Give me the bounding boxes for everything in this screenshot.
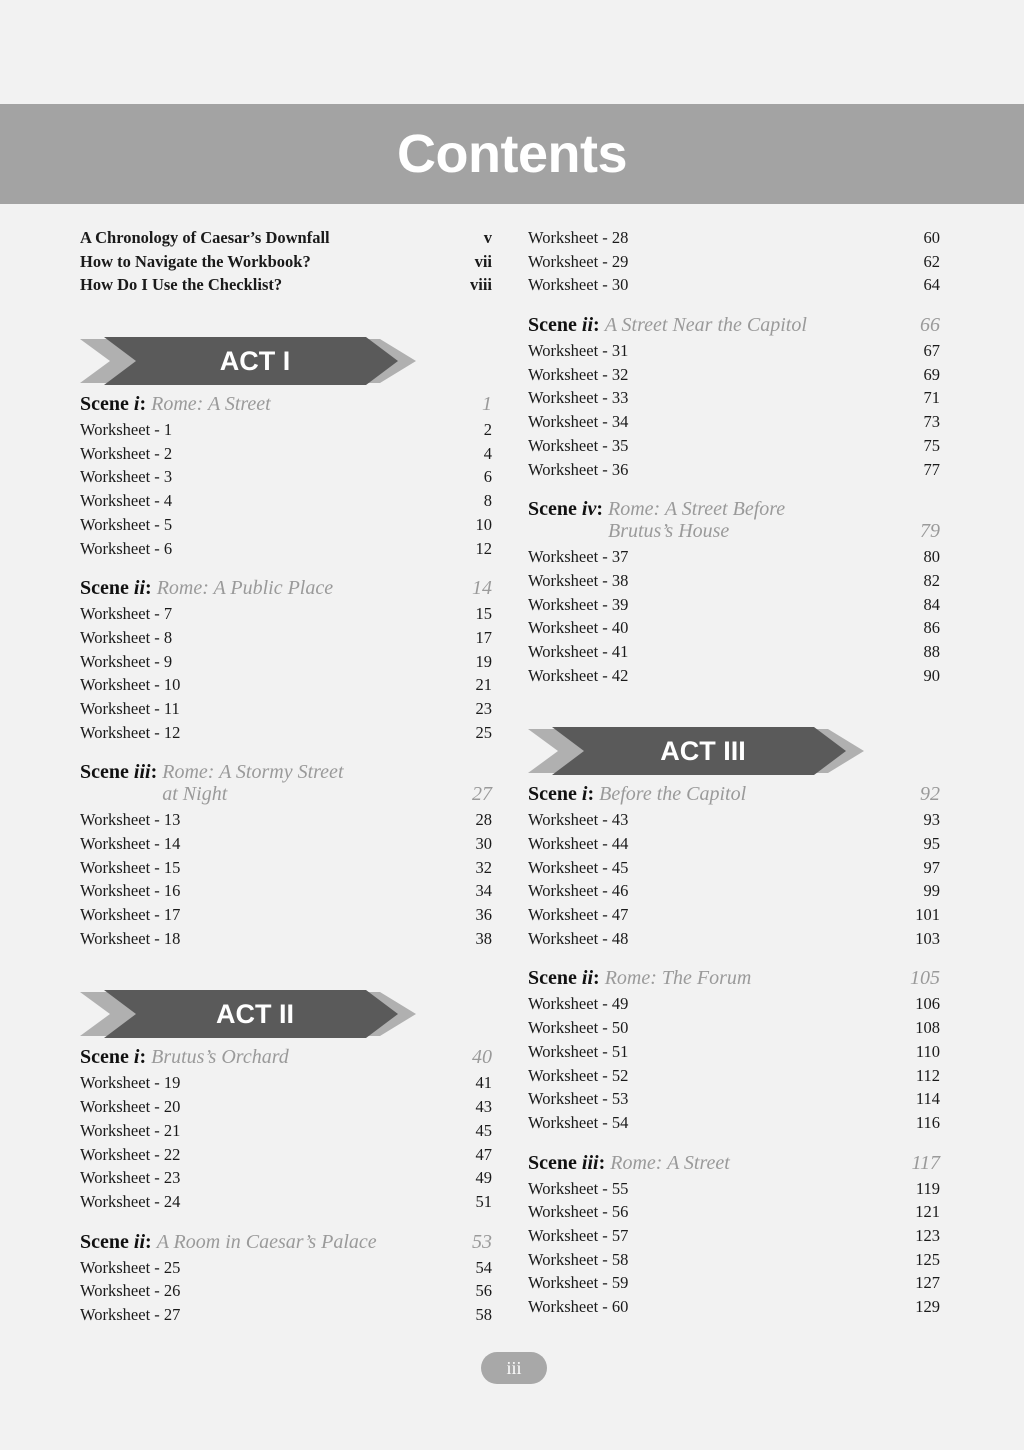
worksheet-label: Worksheet - 21 [80, 1120, 181, 1140]
worksheet-list [80, 808, 492, 950]
worksheet-page: 54 [475, 1257, 492, 1277]
worksheet-page: 106 [915, 994, 940, 1014]
worksheet-entry[interactable] [528, 1224, 940, 1248]
worksheet-page: 101 [915, 905, 940, 925]
worksheet-page: 4 [483, 443, 492, 463]
worksheet-entry[interactable] [80, 808, 492, 832]
worksheet-page: 123 [915, 1225, 940, 1245]
worksheet-page: 12 [475, 538, 492, 558]
worksheet-entry[interactable] [80, 721, 492, 745]
header-band [0, 104, 1024, 204]
worksheet-page: 114 [915, 1089, 940, 1109]
worksheet-list [528, 545, 940, 687]
worksheet-page: 80 [923, 547, 940, 567]
worksheet-page: 127 [915, 1273, 940, 1293]
worksheet-page: 41 [475, 1073, 492, 1093]
worksheet-entry[interactable] [80, 418, 492, 442]
worksheet-label: Worksheet - 15 [80, 857, 181, 877]
worksheet-label: Worksheet - 18 [80, 928, 181, 948]
worksheet-entry[interactable] [80, 602, 492, 626]
worksheet-page: 95 [923, 834, 940, 853]
worksheet-label: Worksheet - 54 [528, 1112, 629, 1132]
worksheet-entry[interactable] [528, 386, 940, 410]
worksheet-label: Worksheet - 33 [528, 388, 629, 408]
worksheet-entry[interactable] [80, 1166, 492, 1190]
worksheet-entry[interactable] [528, 992, 940, 1016]
worksheet-entry[interactable] [80, 879, 492, 903]
worksheet-entry[interactable] [80, 1303, 492, 1327]
worksheet-label: Worksheet - 44 [528, 834, 629, 853]
worksheet-page: 86 [923, 618, 940, 638]
worksheet-label: Worksheet - 43 [528, 810, 629, 830]
worksheet-label: Worksheet - 24 [80, 1191, 181, 1211]
worksheet-page: 36 [475, 905, 492, 925]
worksheet-label: Worksheet - 46 [528, 881, 629, 901]
worksheet-entry[interactable] [80, 442, 492, 466]
worksheet-entry[interactable] [80, 1119, 492, 1143]
worksheet-label: Worksheet - 7 [80, 604, 173, 624]
worksheet-label: Worksheet - 45 [528, 857, 629, 877]
worksheet-page: 43 [475, 1097, 492, 1117]
worksheet-page: 30 [475, 834, 492, 853]
worksheet-page: 82 [923, 570, 940, 590]
worksheet-page: 51 [475, 1191, 492, 1211]
worksheet-page: 116 [915, 1112, 940, 1132]
worksheet-list [80, 1071, 492, 1213]
worksheet-label: Worksheet - 52 [528, 1065, 629, 1085]
worksheet-label: Worksheet - 8 [80, 627, 173, 647]
scene-heading[interactable]: Scene ii: A Street Near the Capitol 66 [528, 314, 940, 337]
worksheet-entry[interactable] [80, 1071, 492, 1095]
worksheet-label: Worksheet - 12 [80, 722, 181, 742]
worksheet-entry[interactable] [528, 250, 940, 274]
worksheet-entry[interactable] [80, 513, 492, 537]
worksheet-entry[interactable] [528, 410, 940, 434]
worksheet-label: Worksheet - 2 [80, 443, 173, 463]
act-label: ACT I [219, 345, 291, 376]
worksheet-label: Worksheet - 3 [80, 467, 173, 487]
worksheet-label: Worksheet - 29 [528, 251, 629, 271]
worksheet-page: 99 [923, 881, 940, 901]
toc-entry-checklist[interactable]: How Do I Use the Checklist? viii [80, 275, 492, 295]
worksheet-page: 90 [923, 665, 940, 685]
worksheet-entry[interactable] [528, 339, 940, 363]
worksheet-label: Worksheet - 35 [528, 435, 629, 455]
worksheet-entry[interactable] [528, 1248, 940, 1272]
worksheet-entry[interactable] [528, 856, 940, 880]
worksheet-entry[interactable] [528, 1016, 940, 1040]
worksheet-entry[interactable] [528, 664, 940, 688]
worksheet-label: Worksheet - 49 [528, 994, 629, 1014]
worksheet-entry[interactable] [528, 903, 940, 927]
worksheet-label: Worksheet - 39 [528, 594, 629, 614]
act-label: ACT III [660, 735, 746, 766]
worksheet-label: Worksheet - 37 [528, 547, 629, 567]
worksheet-entry[interactable] [528, 1271, 940, 1295]
worksheet-page: 125 [915, 1249, 940, 1269]
worksheet-page: 71 [923, 388, 940, 408]
worksheet-entry[interactable] [528, 1064, 940, 1088]
worksheet-page: 64 [923, 275, 940, 295]
worksheet-label: Worksheet - 47 [528, 905, 629, 925]
worksheet-entry[interactable] [528, 1177, 940, 1201]
worksheet-label: Worksheet - 59 [528, 1273, 629, 1293]
worksheet-page: 17 [475, 627, 492, 647]
worksheet-page: 8 [483, 491, 492, 511]
worksheet-list [528, 1177, 940, 1319]
worksheet-label: Worksheet - 14 [80, 834, 181, 853]
worksheet-page: 84 [923, 594, 940, 614]
worksheet-label: Worksheet - 22 [80, 1144, 181, 1164]
worksheet-list [528, 226, 940, 297]
worksheet-page: 32 [475, 857, 492, 877]
worksheet-list [80, 1256, 492, 1327]
worksheet-list [80, 418, 492, 560]
worksheet-entry[interactable] [528, 1295, 940, 1319]
worksheet-entry[interactable] [80, 650, 492, 674]
worksheet-entry[interactable] [80, 673, 492, 697]
worksheet-entry[interactable] [80, 626, 492, 650]
worksheet-label: Worksheet - 5 [80, 514, 173, 534]
worksheet-page: 25 [475, 722, 492, 742]
worksheet-label: Worksheet - 10 [80, 675, 181, 695]
worksheet-page: 10 [475, 514, 492, 534]
worksheet-entry[interactable] [528, 640, 940, 664]
worksheet-label: Worksheet - 13 [80, 810, 181, 830]
worksheet-label: Worksheet - 32 [528, 364, 629, 384]
worksheet-label: Worksheet - 40 [528, 618, 629, 638]
worksheet-entry[interactable] [528, 808, 940, 832]
worksheet-label: Worksheet - 31 [528, 341, 629, 361]
worksheet-entry[interactable] [528, 616, 940, 640]
toc-entry-chronology[interactable]: A Chronology of Caesar’s Downfall v [80, 228, 492, 247]
worksheet-entry[interactable] [80, 1190, 492, 1214]
worksheet-entry[interactable] [80, 856, 492, 880]
worksheet-entry[interactable] [528, 879, 940, 903]
worksheet-page: 112 [915, 1065, 940, 1085]
worksheet-entry[interactable] [528, 1111, 940, 1135]
contents-column-right [528, 226, 940, 1319]
worksheet-page: 23 [475, 698, 492, 718]
act-label: ACT II [216, 998, 294, 1029]
worksheet-page: 34 [475, 881, 492, 901]
worksheet-entry[interactable] [528, 927, 940, 951]
worksheet-label: Worksheet - 57 [528, 1225, 629, 1245]
act-banner-3 [528, 727, 868, 775]
scene-heading[interactable]: Scene iii: Rome: A Street 117 [528, 1151, 940, 1174]
worksheet-page: 56 [475, 1281, 492, 1301]
worksheet-page: 108 [915, 1018, 940, 1038]
contents-column-left [80, 226, 492, 1327]
act-banner-2 [80, 990, 420, 1038]
worksheet-entry[interactable] [528, 569, 940, 593]
worksheet-page: 93 [923, 810, 940, 830]
worksheet-label: Worksheet - 50 [528, 1018, 629, 1038]
worksheet-label: Worksheet - 36 [528, 459, 629, 479]
worksheet-label: Worksheet - 38 [528, 570, 629, 590]
worksheet-list [528, 339, 940, 481]
worksheet-page: 38 [475, 928, 492, 948]
worksheet-label: Worksheet - 51 [528, 1041, 629, 1061]
worksheet-page: 49 [475, 1168, 492, 1188]
worksheet-page: 69 [923, 364, 940, 384]
worksheet-label: Worksheet - 25 [80, 1257, 181, 1277]
worksheet-label: Worksheet - 19 [80, 1073, 181, 1093]
worksheet-entry[interactable] [528, 1087, 940, 1111]
worksheet-list [80, 602, 492, 744]
worksheet-page: 58 [475, 1304, 492, 1324]
scene-heading[interactable]: Scene ii: A Room in Caesar’s Palace 53 [80, 1230, 492, 1253]
act-banner-1 [80, 337, 420, 385]
worksheet-label: Worksheet - 27 [80, 1304, 181, 1324]
worksheet-page: 21 [475, 675, 492, 695]
scene-heading[interactable]: Scene ii: Rome: A Public Place 14 [80, 577, 492, 600]
worksheet-list [528, 992, 940, 1134]
worksheet-page: 60 [923, 228, 940, 247]
worksheet-entry[interactable] [528, 434, 940, 458]
scene-heading[interactable]: Scene i: Brutus’s Orchard 40 [80, 1046, 492, 1069]
page-number: iii [481, 1352, 547, 1384]
worksheet-label: Worksheet - 34 [528, 412, 629, 432]
worksheet-label: Worksheet - 48 [528, 928, 629, 948]
worksheet-label: Worksheet - 58 [528, 1249, 629, 1269]
scene-heading[interactable]: Scene i: Before the Capitol 92 [528, 783, 940, 806]
worksheet-entry[interactable] [80, 489, 492, 513]
worksheet-label: Worksheet - 1 [80, 420, 173, 440]
worksheet-label: Worksheet - 11 [80, 698, 180, 718]
scene-heading[interactable]: Scene ii: Rome: The Forum 105 [528, 967, 940, 990]
worksheet-page: 2 [483, 420, 492, 440]
worksheet-entry[interactable] [80, 697, 492, 721]
worksheet-label: Worksheet - 42 [528, 665, 629, 685]
worksheet-page: 45 [475, 1120, 492, 1140]
worksheet-page: 47 [475, 1144, 492, 1164]
worksheet-label: Worksheet - 26 [80, 1281, 181, 1301]
worksheet-page: 62 [923, 251, 940, 271]
scene-heading[interactable]: Scene i: Rome: A Street 1 [80, 393, 492, 416]
toc-entry-navigate[interactable]: How to Navigate the Workbook? vii [80, 251, 492, 271]
worksheet-entry[interactable] [528, 545, 940, 569]
worksheet-entry[interactable] [528, 226, 940, 250]
worksheet-list [528, 808, 940, 950]
worksheet-page: 67 [923, 341, 940, 361]
worksheet-label: Worksheet - 56 [528, 1202, 629, 1222]
worksheet-page: 15 [475, 604, 492, 624]
worksheet-page: 110 [915, 1041, 940, 1061]
worksheet-entry[interactable] [80, 537, 492, 561]
worksheet-page: 6 [483, 467, 492, 487]
worksheet-label: Worksheet - 4 [80, 491, 173, 511]
worksheet-label: Worksheet - 20 [80, 1097, 181, 1117]
scene-heading[interactable]: Scene iv: Rome: A Street Before Brutus’s House 79 [528, 498, 940, 543]
worksheet-entry[interactable] [528, 1040, 940, 1064]
worksheet-entry[interactable] [80, 927, 492, 951]
worksheet-label: Worksheet - 55 [528, 1178, 629, 1198]
scene-heading[interactable]: Scene iii: Rome: A Stormy Street at Night 27 [80, 761, 492, 806]
worksheet-page: 129 [915, 1297, 940, 1316]
worksheet-entry[interactable] [80, 465, 492, 489]
worksheet-page: 103 [915, 928, 940, 948]
worksheet-label: Worksheet - 23 [80, 1168, 181, 1188]
worksheet-label: Worksheet - 30 [528, 275, 629, 295]
worksheet-page: 88 [923, 641, 940, 661]
worksheet-entry[interactable] [80, 1143, 492, 1167]
worksheet-page: 73 [923, 412, 940, 432]
worksheet-entry[interactable] [80, 1256, 492, 1280]
worksheet-page: 19 [475, 651, 492, 671]
worksheet-label: Worksheet - 6 [80, 538, 173, 558]
worksheet-page: 28 [475, 810, 492, 830]
worksheet-label: Worksheet - 16 [80, 881, 181, 901]
worksheet-label: Worksheet - 41 [528, 641, 629, 661]
worksheet-entry[interactable] [528, 273, 940, 297]
worksheet-page: 97 [923, 857, 940, 877]
worksheet-entry[interactable] [528, 593, 940, 617]
worksheet-entry[interactable] [528, 363, 940, 387]
worksheet-label: Worksheet - 9 [80, 651, 173, 671]
worksheet-label: Worksheet - 53 [528, 1089, 629, 1109]
worksheet-page: 77 [923, 459, 940, 479]
worksheet-label: Worksheet - 17 [80, 905, 181, 925]
worksheet-label: Worksheet - 28 [528, 228, 629, 247]
worksheet-page: 119 [915, 1178, 940, 1198]
worksheet-entry[interactable] [528, 458, 940, 482]
page-title: Contents [397, 124, 627, 184]
worksheet-entry[interactable] [528, 1200, 940, 1224]
worksheet-entry[interactable] [80, 1095, 492, 1119]
worksheet-label: Worksheet - 60 [528, 1297, 629, 1316]
worksheet-entry[interactable] [528, 832, 940, 856]
worksheet-page: 75 [923, 435, 940, 455]
worksheet-entry[interactable] [80, 832, 492, 856]
worksheet-entry[interactable] [80, 1279, 492, 1303]
worksheet-entry[interactable] [80, 903, 492, 927]
worksheet-page: 121 [915, 1202, 940, 1222]
